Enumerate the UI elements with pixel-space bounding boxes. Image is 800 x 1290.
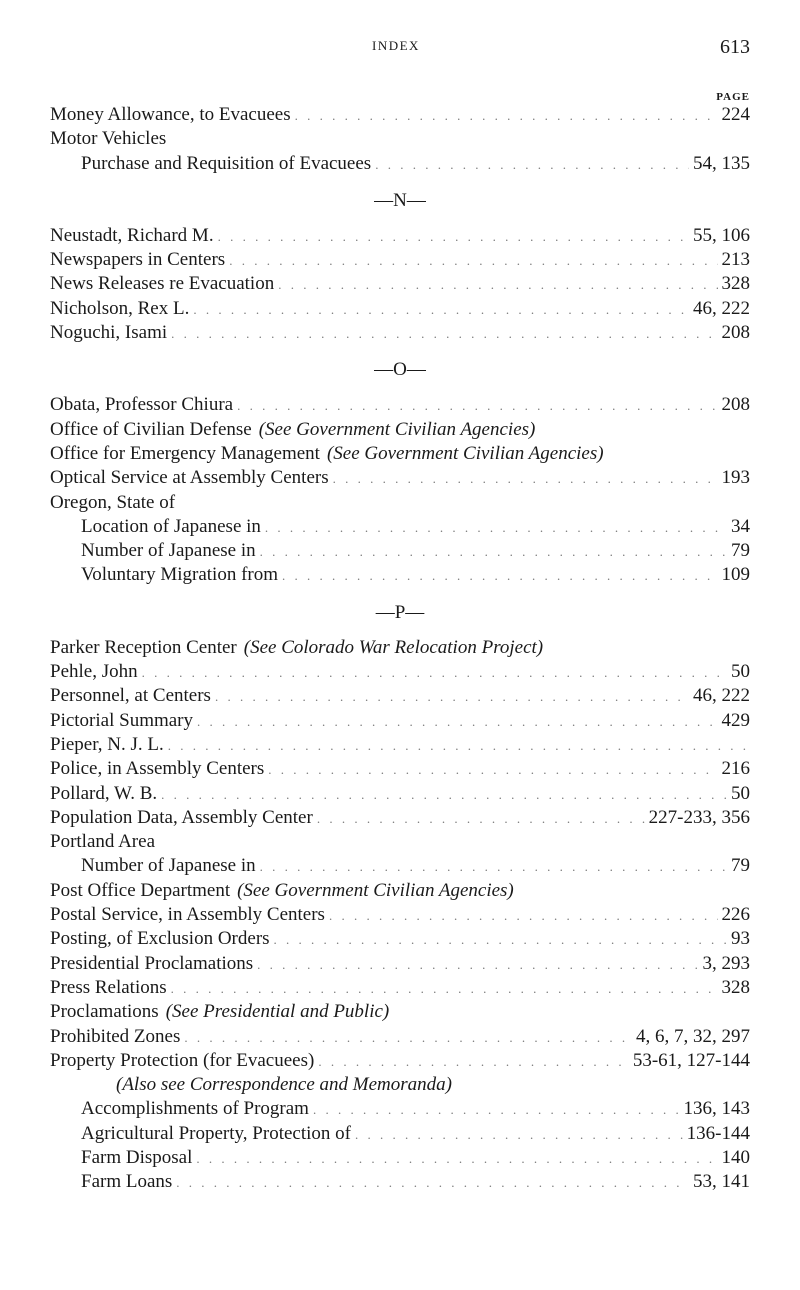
entry-cross-reference: (Also see Correspondence and Memoranda) [116, 1074, 452, 1096]
dot-leader [237, 398, 717, 414]
index-subentry [50, 1123, 750, 1147]
entry-term: Agricultural Property, Protection of [81, 1122, 351, 1144]
entry-page-numbers: 328 [721, 273, 750, 295]
entry-page-numbers: 213 [721, 249, 750, 271]
entry-term: Post Office Department [50, 879, 231, 901]
entry-term: Number of Japanese in [81, 855, 256, 877]
index-subentry [50, 1074, 750, 1098]
entry-term: Neustadt, Richard M. [50, 224, 214, 246]
index-entry [50, 298, 750, 322]
entry-page-numbers: 216 [721, 758, 750, 780]
index-subentry [50, 855, 750, 879]
dot-leader [215, 689, 689, 705]
dot-leader [329, 908, 718, 924]
dot-leader [274, 932, 727, 948]
dot-leader [168, 738, 746, 754]
entry-page-numbers: 50 [731, 661, 750, 683]
section-letter-heading: —P— [375, 601, 425, 623]
entry-term: Obata, Professor Chiura [50, 394, 234, 416]
entry-term: Prohibited Zones [50, 1025, 181, 1047]
entry-page-numbers: 79 [731, 540, 750, 562]
index-entry [50, 443, 750, 467]
dot-leader [229, 253, 717, 269]
index-entry [50, 1001, 750, 1025]
dot-leader [193, 302, 689, 318]
entry-page-numbers: 50 [731, 782, 750, 804]
index-entry [50, 783, 750, 807]
entry-term: Money Allowance, to Evacuees [50, 104, 291, 125]
dot-leader [196, 1151, 717, 1167]
entry-term: Farm Loans [81, 1171, 173, 1193]
entry-cross-reference: (See Colorado War Relocation Project) [243, 636, 544, 658]
index-entry [50, 880, 750, 904]
entry-page-numbers: 224 [721, 104, 750, 125]
entry-page-numbers: 208 [721, 394, 750, 416]
entry-page-numbers: 46, 222 [693, 685, 750, 707]
dot-leader [161, 787, 727, 803]
entry-page-numbers: 4, 6, 7, 32, 297 [636, 1025, 750, 1047]
entry-term: Noguchi, Isami [50, 322, 168, 344]
entry-term: Police, in Assembly Centers [50, 758, 265, 780]
entry-term: Purchase and Requisition of Evacuees [81, 152, 372, 174]
entry-term: Number of Japanese in [81, 540, 256, 562]
index-entry [50, 225, 750, 249]
entry-page-numbers: 136, 143 [683, 1098, 750, 1120]
dot-leader [268, 762, 717, 778]
index-entry [50, 128, 750, 152]
index-entry [50, 977, 750, 1001]
dot-leader [176, 1175, 689, 1191]
entry-term: Optical Service at Assembly Centers [50, 467, 329, 489]
entry-term: Farm Disposal [81, 1146, 193, 1168]
index-entry [50, 492, 750, 516]
entry-term: Postal Service, in Assembly Centers [50, 904, 325, 926]
entry-term: Pollard, W. B. [50, 782, 158, 804]
section-letter-heading: —O— [374, 359, 426, 381]
entry-page-numbers: 328 [721, 976, 750, 998]
index-entry [50, 637, 750, 661]
entry-term: Proclamations [50, 1001, 159, 1023]
entry-term: Pieper, N. J. L. [50, 733, 164, 755]
dot-leader [171, 981, 718, 997]
entry-term: Voluntary Migration from [81, 564, 279, 586]
entry-page-numbers: 193 [721, 467, 750, 489]
index-entry [50, 928, 750, 952]
dot-leader [278, 277, 717, 293]
entry-term: Location of Japanese in [81, 515, 261, 537]
index-entry [50, 710, 750, 734]
index-subentry [50, 564, 750, 588]
entry-term: Portland Area [50, 831, 156, 853]
dot-leader [355, 1127, 683, 1143]
dot-leader [295, 108, 718, 124]
entry-cross-reference: (See Government Civilian Agencies) [237, 879, 514, 901]
entry-term: Posting, of Exclusion Orders [50, 928, 270, 950]
entry-page-numbers: 109 [721, 564, 750, 586]
entry-term: Pehle, John [50, 661, 138, 683]
index-entry [50, 953, 750, 977]
entry-term: Press Relations [50, 976, 167, 998]
section-letter-heading: —N— [374, 189, 426, 211]
entry-term: Presidential Proclamations [50, 952, 254, 974]
dot-leader [318, 1054, 629, 1070]
dot-leader [282, 568, 717, 584]
entry-term: Motor Vehicles [50, 128, 167, 150]
entry-page-numbers: 46, 222 [693, 297, 750, 319]
index-entry [50, 104, 750, 128]
entry-term: Population Data, Assembly Center [50, 806, 313, 828]
running-head [0, 38, 800, 58]
index-entry [50, 1050, 750, 1074]
entry-term: Oregon, State of [50, 491, 176, 513]
entry-page-numbers: 3, 293 [702, 952, 750, 974]
index-entry [50, 249, 750, 273]
entry-page-numbers: 54, 135 [693, 152, 750, 174]
running-title: INDEX [372, 38, 420, 53]
entry-page-numbers: 227-233, 356 [648, 806, 750, 828]
index-entry [50, 1026, 750, 1050]
index-entry [50, 467, 750, 491]
index-subentry [50, 153, 750, 177]
dot-leader [184, 1030, 632, 1046]
entry-cross-reference: (See Presidential and Public) [165, 1001, 390, 1023]
entry-page-numbers: 55, 106 [693, 224, 750, 246]
index-entry [50, 394, 750, 418]
entry-term: Nicholson, Rex L. [50, 297, 190, 319]
dot-leader [265, 520, 727, 536]
entry-term: Personnel, at Centers [50, 685, 211, 707]
entry-page-numbers: 79 [731, 855, 750, 877]
entry-page-numbers: 34 [731, 515, 750, 537]
index-entry [50, 661, 750, 685]
entry-page-numbers: 136-144 [686, 1122, 750, 1144]
index-entry [50, 807, 750, 831]
index-entry [50, 904, 750, 928]
entry-page-numbers: 53-61, 127-144 [632, 1049, 750, 1071]
dot-leader [171, 326, 717, 342]
dot-leader [333, 471, 718, 487]
dot-leader [313, 1102, 680, 1118]
entry-page-numbers: 140 [721, 1146, 750, 1168]
index-entry [50, 685, 750, 709]
index-entry [50, 419, 750, 443]
index-subentry [50, 516, 750, 540]
entry-term: Parker Reception Center [50, 636, 237, 658]
dot-leader [197, 714, 717, 730]
entry-cross-reference: (See Government Civilian Agencies) [258, 418, 536, 440]
entry-term: News Releases re Evacuation [50, 273, 275, 295]
page-column-label: PAGE [716, 91, 750, 103]
entry-term: Office of Civilian Defense [50, 418, 252, 440]
entry-page-numbers: 93 [731, 928, 750, 950]
entry-term: Pictorial Summary [50, 709, 194, 731]
entry-term: Newspapers in Centers [50, 249, 226, 271]
index-subentry [50, 540, 750, 564]
entry-term: Office for Emergency Management [50, 442, 320, 464]
index-entry [50, 831, 750, 855]
dot-leader [142, 665, 727, 681]
entry-page-numbers: 226 [721, 904, 750, 926]
page-number: 613 [720, 36, 750, 58]
index-entry [50, 273, 750, 297]
index-entry [50, 734, 750, 758]
entry-page-numbers: 208 [721, 322, 750, 344]
entry-cross-reference: (See Government Civilian Agencies) [326, 442, 604, 464]
index-subentry [50, 1098, 750, 1122]
dot-leader [257, 957, 698, 973]
dot-leader [218, 229, 689, 245]
dot-leader [375, 157, 689, 173]
entry-term: Accomplishments of Program [81, 1098, 309, 1120]
index-subentry [50, 1171, 750, 1195]
entry-page-numbers: 429 [721, 709, 750, 731]
dot-leader [260, 859, 727, 875]
index-entries [50, 104, 750, 1196]
entry-page-numbers: 53, 141 [693, 1171, 750, 1193]
entry-term: Property Protection (for Evacuees) [50, 1049, 315, 1071]
index-entry [50, 322, 750, 346]
dot-leader [317, 811, 645, 827]
index-entry [50, 758, 750, 782]
index-subentry [50, 1147, 750, 1171]
dot-leader [260, 544, 727, 560]
